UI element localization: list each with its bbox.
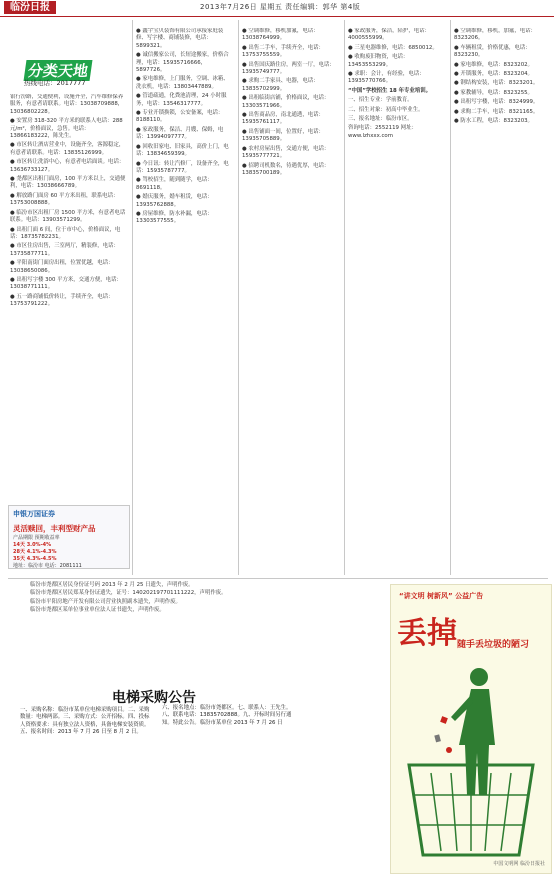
column-divider (344, 20, 345, 575)
notice-item: 临汾市平阳房地产开发有限公司营业执照副本遗失，声明作废。 (30, 598, 181, 605)
school-ad-line: 二、招生对象：初高中毕业生。 (348, 106, 424, 113)
section-divider (8, 578, 548, 579)
listing-item: ● 鑫宇宝贝装饰有限公司承接家庭装修、写字楼、商铺装修，电话：5899321。 (136, 28, 224, 49)
column-5 (454, 28, 550, 568)
listing-item: ● 出租门面 6 间，位于市中心，价格面议，电话：18735782231。 (10, 226, 121, 240)
ad-contact: 地址：临汾市 电话：2081111 (13, 563, 82, 569)
listing-item: ● 防水工程，电话：8323203。 (454, 118, 533, 125)
masthead: 临汾日报 (4, 1, 56, 14)
poster-tag: “讲文明 树新风” 公益广告 (399, 592, 484, 600)
wastebasket-icon (409, 765, 533, 855)
listing-item: ● 平阳南街门面房出租，位置优越，电话：13038650086。 (10, 260, 114, 274)
purchase-body-right: 六、报名地点：临汾市尧都区。七、联系人：王先生。八、联系电话：13835702888。九、开标时间另行通知。特此公告。临汾市某单位 2013 年 7 月 26 日 (162, 705, 292, 726)
notice-item: 临汾市尧都区某单位事业单位法人证书遗失，声明作废。 (30, 607, 165, 614)
column-divider (238, 20, 239, 575)
ad-rate: 35天 4.3%-4.5% (13, 556, 57, 562)
public-service-poster (390, 584, 552, 874)
ad-logo: 申银万国证券 (13, 510, 55, 518)
listing-item: ● 出售商品房，南北通透，电话：15935761117。 (242, 112, 324, 126)
listing-item: ● 三星电器维修，电话：6850012。 (348, 44, 438, 51)
listing-item: ● 车辆租赁，价格优惠，电话：8323230。 (454, 44, 531, 59)
poster-headline: 丢掉 (397, 616, 457, 651)
listing-item: ● 出售二手车，手续齐全，电话：13753755559。 (242, 44, 324, 59)
listing-item: ● 市区转让酒店营业中，设施齐全，客源稳定，有意者请联系。电话：13835126999。 (10, 142, 125, 156)
listing-item: ● 回收旧家电、旧家具，高价上门，电话：13834659399。 (136, 143, 229, 158)
listing-item: ● 家电维修，电话：8323202。 (454, 61, 533, 68)
securities-ad (8, 505, 130, 569)
listing-item: ● 求购二手车，电话：8321165。 (454, 108, 539, 115)
column-3 (242, 28, 340, 568)
issue-info: 2013年7月26日 星期五 责任编辑：郭华 第4版 (200, 3, 361, 11)
purchase-body-left: 一、采购名称：临汾市某单位电梯采购项目。二、采购数量：电梯两部。三、采购方式：公开招标。四、投标人资格要求：具有独立法人资格，具备电梯安装资质。五、报名时间：2013 年 7 月 26 日至 8 月 2 日。 (20, 707, 150, 736)
listing-item: 银行汾路，交通便利，设施齐全，汽车维修保养服务，有意者请联系。电话：13038709888，13036802228。 (10, 94, 124, 115)
top-bar (0, 0, 554, 17)
poster-credit: 中国文明网 临汾日报社 (493, 861, 545, 867)
notice-item: 临汾市尧都区居民身份证号码 2013 年 2 月 25 日遗失，声明作废。 (30, 582, 194, 588)
listing-item: ● 驾校招生，随到随学，电话：8691118。 (136, 177, 213, 191)
listing-item: ● 今日讯：转让汽修厂，设备齐全，电话：15935787777。 (136, 160, 229, 174)
column-divider (450, 20, 451, 575)
listing-item: ● 出租写字楼，电话：8324999。 (454, 99, 539, 106)
listing-item: ● 安置房 318-320 平方米的联系人电话：288 元/m²，价格面议，急售。电话：13866183222，陈先生。 (10, 118, 123, 140)
ad-rate: 14天 3.0%-4% (13, 542, 52, 548)
listing-item: ● 尧都区出租门面房，100 平方米以上，交通便利，电话：13038666789。 (10, 176, 126, 190)
listing-item: ● 临汾市区出租厂房 1500 平方米，有意者电话联系。电话：13903571299。 (10, 209, 126, 224)
listing-item: ● 农村房屋出售，交通方便，电话：15935777721。 (242, 145, 330, 160)
notice-item: 临汾市尧都区居民郑某身份证遗失，证号：140202197701111222，声明作废。 (30, 590, 227, 597)
listing-item: ● 空调维修，移机加氟，电话：13038764999。 (242, 28, 319, 42)
notices-block (20, 582, 310, 616)
school-ad-line: 三、报名地址：临汾市区。 (348, 116, 413, 123)
listing-item: ● 五一路商铺低价转让，手续齐全，电话：13753791222。 (10, 293, 114, 308)
listing-item: ● 婚庆服务，婚车租赁，电话：13935762888。 (136, 194, 213, 208)
listing-item: ● 诚信搬家公司，长短途搬家，价格合理，电话：15935716666，5897726。 (136, 52, 229, 74)
school-ad-contact: 咨询电话：2552119 网址：www.lzhxxx.com (348, 125, 417, 139)
listing-item: ● 出租写字楼 300 平方米，交通方便，电话：13038771111。 (10, 276, 122, 291)
listing-item: ● 招聘司机数名，待遇优厚，电话：13835700189。 (242, 162, 330, 176)
listing-item: ● 收购废旧物资，电话：13453553299。 (348, 54, 409, 68)
hotline: 热线电话：2017777 (24, 79, 86, 87)
school-ad-title: “中国”学校招生 18 年专业培训。 (348, 87, 432, 94)
person-figure-icon (451, 668, 495, 795)
ad-slogan: 灵活赎回，丰利型财产品 (13, 524, 96, 533)
listing-item: ● 市区转让洗浴中心，有意者电话面谈。电话：13636733127。 (10, 159, 125, 173)
litter-icon (434, 716, 452, 753)
listing-item: ● 出售国庆路住房，两室一厅，电话：13935749777。 (242, 61, 335, 76)
listing-item: ● 求职：会计，有经验，电话：13935770766。 (348, 71, 425, 85)
listing-item: ● 开锁服务，电话：8323204。 (454, 71, 533, 78)
column-4 (348, 28, 446, 568)
column-2 (136, 28, 234, 568)
column-1 (10, 94, 128, 499)
column-divider (132, 20, 133, 575)
listing-item: ● 家电维修，上门服务，空调、冰箱、洗衣机，电话：13803447889。 (136, 76, 229, 90)
listing-item: ● 房屋维修，防水补漏，电话：13303577555。 (136, 210, 213, 225)
section-title: 分类天地 (24, 60, 93, 81)
school-ad-line: 一、招生专业：学前教育。 (348, 97, 413, 104)
listing-item: ● 出售铺面一间，位置好，电话：13935705889。 (242, 128, 324, 143)
listing-item: ● 钢结构安装，电话：8323201。 (454, 80, 539, 87)
listing-item: ● 管道疏通，化粪池清理，24 小时服务，电话：13546317777。 (136, 93, 227, 107)
listing-item: ● 求购二手家具、电器，电话：13835702999。 (242, 78, 319, 92)
ad-line: 产品期限 预期收益率 (13, 535, 60, 541)
poster-subtitle: 随手丢垃圾的陋习 (457, 640, 530, 650)
trash-bin-illustration (391, 655, 551, 865)
listing-item: ● 家政服务，保洁、月嫂、保姆，电话：13994097777。 (136, 126, 224, 141)
listing-item: ● 家政服务，保洁，陪护，电话：4000555999。 (348, 28, 430, 42)
listing-item: ● 专业开锁换锁，公安备案，电话：8188110。 (136, 110, 224, 124)
listing-item: ● 空调维修，移机，加氟，电话：8323206。 (454, 28, 536, 42)
listing-item: ● 家教辅导，电话：8323255。 (454, 89, 533, 96)
listing-item: ● 市区住房出售，三室两厅，精装修，电话：13735877711。 (10, 243, 119, 257)
listing-item: ● 解放路门面房 60 平方米出租，联系电话：13753008888。 (10, 192, 119, 207)
listing-item: ● 出租临街店铺，价格面议，电话：13303571966。 (242, 95, 330, 109)
ad-rate: 28天 4.1%-4.3% (13, 549, 57, 555)
purchase-title: 电梯采购公告 (112, 690, 196, 706)
